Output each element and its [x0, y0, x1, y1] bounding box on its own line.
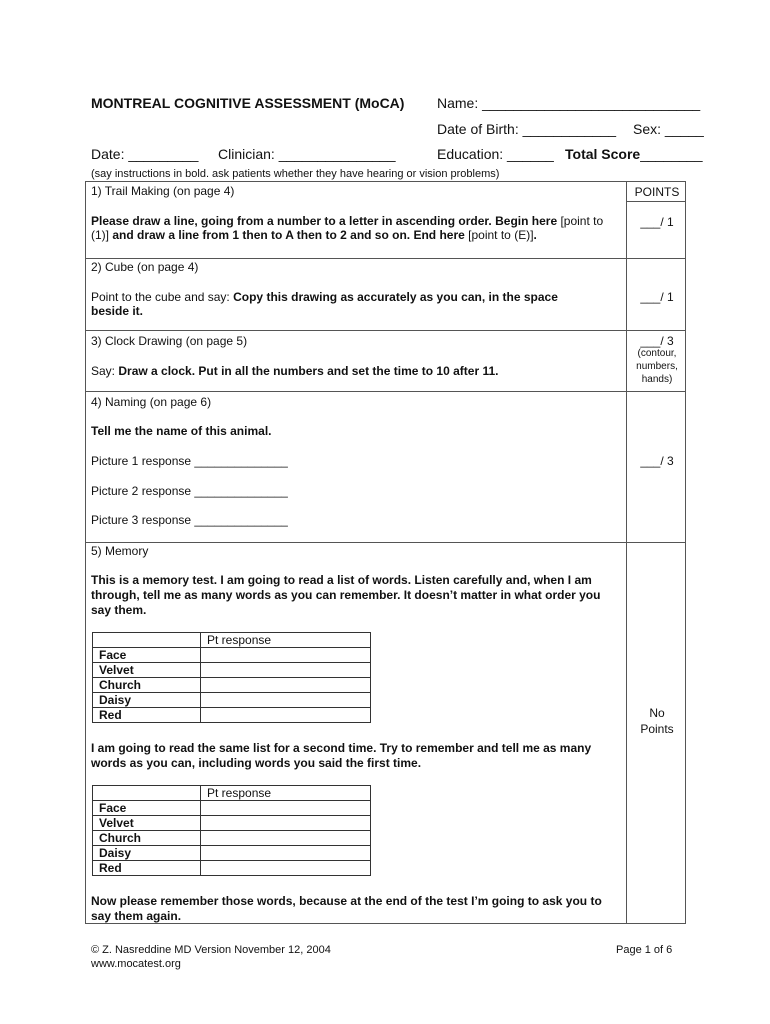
total-score-field[interactable]: [565, 146, 703, 162]
row-divider: [86, 330, 685, 331]
clock-heading: 3) Clock Drawing (on page 5): [91, 334, 248, 348]
row-divider: [86, 391, 685, 392]
naming-response-2[interactable]: Picture 2 response ______________: [91, 484, 288, 498]
footer-copyright: © Z. Nasreddine MD Version November 12, 2004: [91, 944, 331, 956]
naming-response-3[interactable]: Picture 3 response ______________: [91, 513, 288, 527]
clock-points-note: hands): [641, 374, 673, 385]
cube-points[interactable]: ___/ 1: [640, 290, 674, 304]
document-title: MONTREAL COGNITIVE ASSESSMENT (MoCA): [91, 95, 405, 111]
pt-response-cell[interactable]: [201, 648, 371, 663]
education-field[interactable]: Education: ______: [437, 146, 554, 162]
dob-field[interactable]: Date of Birth: ____________: [437, 121, 617, 137]
memory-table-2: [92, 785, 371, 876]
memory-word: Velvet: [93, 816, 201, 831]
pt-response-header: Pt response: [201, 633, 371, 648]
memory-instructions-1: This is a memory test. I am going to read a list of words. Listen carefully and, when I am through, tell me as many words as you can remember. It doesn’t matter in what order you say them.: [91, 573, 601, 617]
memory-table-1: [92, 632, 371, 723]
memory-heading: 5) Memory: [91, 544, 149, 558]
date-field[interactable]: Date: _________: [91, 146, 199, 162]
naming-response-1[interactable]: Picture 1 response ______________: [91, 454, 288, 468]
cube-instructions: Point to the cube and say: Copy this drawing as accurately as you can, in the space beside it.: [91, 290, 558, 318]
clock-points-note: numbers,: [636, 361, 678, 372]
pt-response-cell[interactable]: [201, 693, 371, 708]
clock-instructions: Say: Draw a clock. Put in all the numbers and set the time to 10 after 11.: [91, 364, 499, 378]
pt-response-cell[interactable]: [201, 846, 371, 861]
pt-response-cell[interactable]: [201, 663, 371, 678]
trail-making-instructions: Please draw a line, going from a number to a letter in ascending order. Begin here [point to (1)] and draw a line from 1 then to A then to 2 and so on. End here [point to (E)].: [91, 214, 604, 242]
pt-response-cell[interactable]: [201, 831, 371, 846]
naming-instructions: Tell me the name of this animal.: [91, 424, 272, 438]
instructions-note: (say instructions in bold. ask patients whether they have hearing or vision problems): [91, 168, 500, 180]
memory-word: Velvet: [93, 663, 201, 678]
row-divider: [86, 542, 685, 543]
memory-instructions-3: Now please remember those words, because at the end of the test I’m going to ask you to say them again.: [91, 894, 602, 923]
memory-word: Church: [93, 678, 201, 693]
memory-points: Points: [640, 722, 674, 736]
pt-response-header: Pt response: [201, 786, 371, 801]
memory-points: No: [649, 706, 665, 720]
memory-word: Daisy: [93, 693, 201, 708]
memory-instructions-2: I am going to read the same list for a second time. Try to remember and tell me as many words as you can, including words you said the first time.: [91, 741, 592, 770]
sex-field[interactable]: Sex: _____: [633, 121, 704, 137]
cube-heading: 2) Cube (on page 4): [91, 260, 199, 274]
memory-word: Face: [93, 801, 201, 816]
trail-making-heading: 1) Trail Making (on page 4): [91, 184, 235, 198]
naming-heading: 4) Naming (on page 6): [91, 395, 212, 409]
points-header: POINTS: [634, 185, 680, 199]
footer-website[interactable]: www.mocatest.org: [91, 958, 181, 970]
pt-response-cell[interactable]: [201, 816, 371, 831]
clinician-field[interactable]: Clinician: _______________: [218, 146, 396, 162]
pt-response-cell[interactable]: [201, 708, 371, 723]
memory-word: Red: [93, 861, 201, 876]
memory-word: Face: [93, 648, 201, 663]
name-field[interactable]: Name: ____________________________: [437, 95, 701, 111]
clock-points-note: (contour,: [637, 348, 677, 359]
clock-points[interactable]: ___/ 3: [640, 334, 674, 348]
total-score-blank: ________: [640, 146, 703, 162]
memory-word: Red: [93, 708, 201, 723]
pt-response-cell[interactable]: [201, 801, 371, 816]
assessment-table: [85, 181, 686, 924]
total-score-label: Total Score: [565, 146, 641, 162]
row-divider: [86, 258, 685, 259]
memory-word: Daisy: [93, 846, 201, 861]
trail-making-points[interactable]: ___/ 1: [640, 215, 674, 229]
footer-page-number: Page 1 of 6: [616, 944, 673, 956]
naming-points[interactable]: ___/ 3: [640, 454, 674, 468]
points-header-divider: [626, 201, 685, 202]
pt-response-cell[interactable]: [201, 861, 371, 876]
memory-word: Church: [93, 831, 201, 846]
pt-response-cell[interactable]: [201, 678, 371, 693]
